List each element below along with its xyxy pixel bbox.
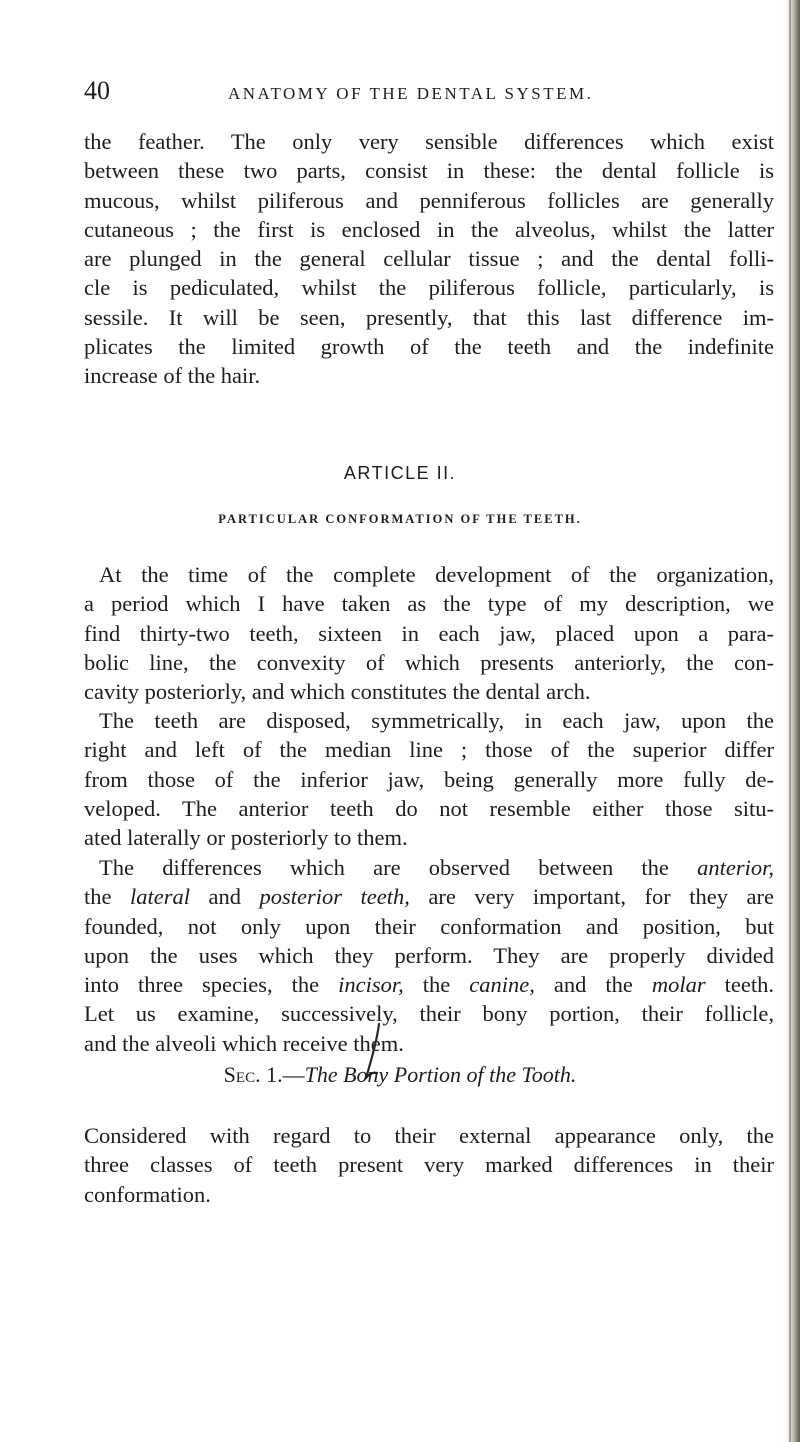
emphasis-incisor: incisor, xyxy=(338,972,404,998)
emphasis-anterior: anterior, xyxy=(697,855,774,880)
section-label: Sec. 1.— xyxy=(223,1062,305,1087)
text-line: right and left of the median line ; those of the superior differ xyxy=(84,737,774,763)
text-run: and the xyxy=(534,972,652,998)
running-head: ANATOMY OF THE DENTAL SYSTEM. xyxy=(228,84,594,103)
text-line: founded, not only upon their conformation and position, but xyxy=(84,913,774,939)
text-line: cutaneous ; the first is enclosed in the alveolus, whilst the latter xyxy=(84,216,774,242)
text-line: conformation. xyxy=(84,1181,211,1207)
emphasis-molar: molar xyxy=(651,972,706,998)
text-run: The differences which are observed between the xyxy=(99,855,698,880)
text-line: bolic line, the convexity of which presents anteriorly, the con- xyxy=(84,649,774,675)
text-run: are very important, for they are xyxy=(409,884,774,910)
text-line: upon the uses which they perform. They are properly divided xyxy=(84,942,774,968)
paragraph-3 xyxy=(84,853,774,1058)
page-header xyxy=(84,76,774,116)
emphasis-canine: canine, xyxy=(469,972,535,998)
text-run: teeth. xyxy=(705,972,774,998)
text-line: increase of the hair. xyxy=(84,363,261,389)
text-line: cle is pediculated, whilst the piliferous follicle, particularly, is xyxy=(84,275,774,301)
text-line: a period which I have taken as the type of my description, we xyxy=(84,591,774,617)
text-line: mucous, whilst piliferous and penniferous follicles are generally xyxy=(84,187,774,213)
text-line: sessile. It will be seen, presently, that this last difference im- xyxy=(84,304,774,330)
paragraph-1 xyxy=(84,560,774,706)
intro-paragraph xyxy=(84,127,774,391)
article-title: ARTICLE II. xyxy=(343,463,457,483)
text-run: and xyxy=(190,884,260,910)
text-run: the xyxy=(84,884,131,910)
emphasis-posterior: posterior teeth, xyxy=(259,884,410,910)
text-line: and the alveoli which receive them. xyxy=(84,1030,404,1056)
paragraph-2 xyxy=(84,706,774,852)
text-line: Let us examine, successively, their bony portion, their follicle, xyxy=(84,1001,774,1027)
text-line xyxy=(84,853,774,882)
text-line: three classes of teeth present very marked differences in their xyxy=(84,1152,774,1178)
text-line: between these two parts, consist in these: the dental follicle is xyxy=(84,158,774,184)
page-edge-line xyxy=(789,0,791,1442)
text-line: veloped. The anterior teeth do not resemble either those situ- xyxy=(84,795,774,821)
text-line: are plunged in the general cellular tissue ; and the dental folli- xyxy=(84,246,774,272)
text-line: plicates the limited growth of the teeth and the indefinite xyxy=(84,334,774,360)
paragraph-4 xyxy=(84,1121,774,1209)
text-line: from those of the inferior jaw, being generally more fully de- xyxy=(84,766,774,792)
text-line: The teeth are disposed, symmetrically, in each jaw, upon the xyxy=(99,708,774,733)
section-title: The Bony Portion of the Tooth. xyxy=(304,1062,577,1087)
text-line xyxy=(84,970,774,999)
section-heading xyxy=(0,1062,800,1088)
text-line: find thirty-two teeth, sixteen in each jaw, placed upon a para- xyxy=(84,620,774,646)
text-line: At the time of the complete development of the organization, xyxy=(99,562,774,587)
text-run: the xyxy=(403,972,470,998)
text-line: cavity posteriorly, and which constitutes the dental arch. xyxy=(84,679,591,705)
text-line xyxy=(84,882,774,911)
text-line: the feather. The only very sensible differences which exist xyxy=(84,129,774,154)
text-line: Considered with regard to their external appearance only, the xyxy=(84,1123,774,1148)
text-line: ated laterally or posteriorly to them. xyxy=(84,825,408,851)
emphasis-lateral: lateral xyxy=(130,884,191,910)
text-run: into three species, the xyxy=(84,972,339,998)
page-number: 40 xyxy=(84,76,110,105)
article-subtitle: PARTICULAR CONFORMATION OF THE TEETH. xyxy=(218,512,582,526)
